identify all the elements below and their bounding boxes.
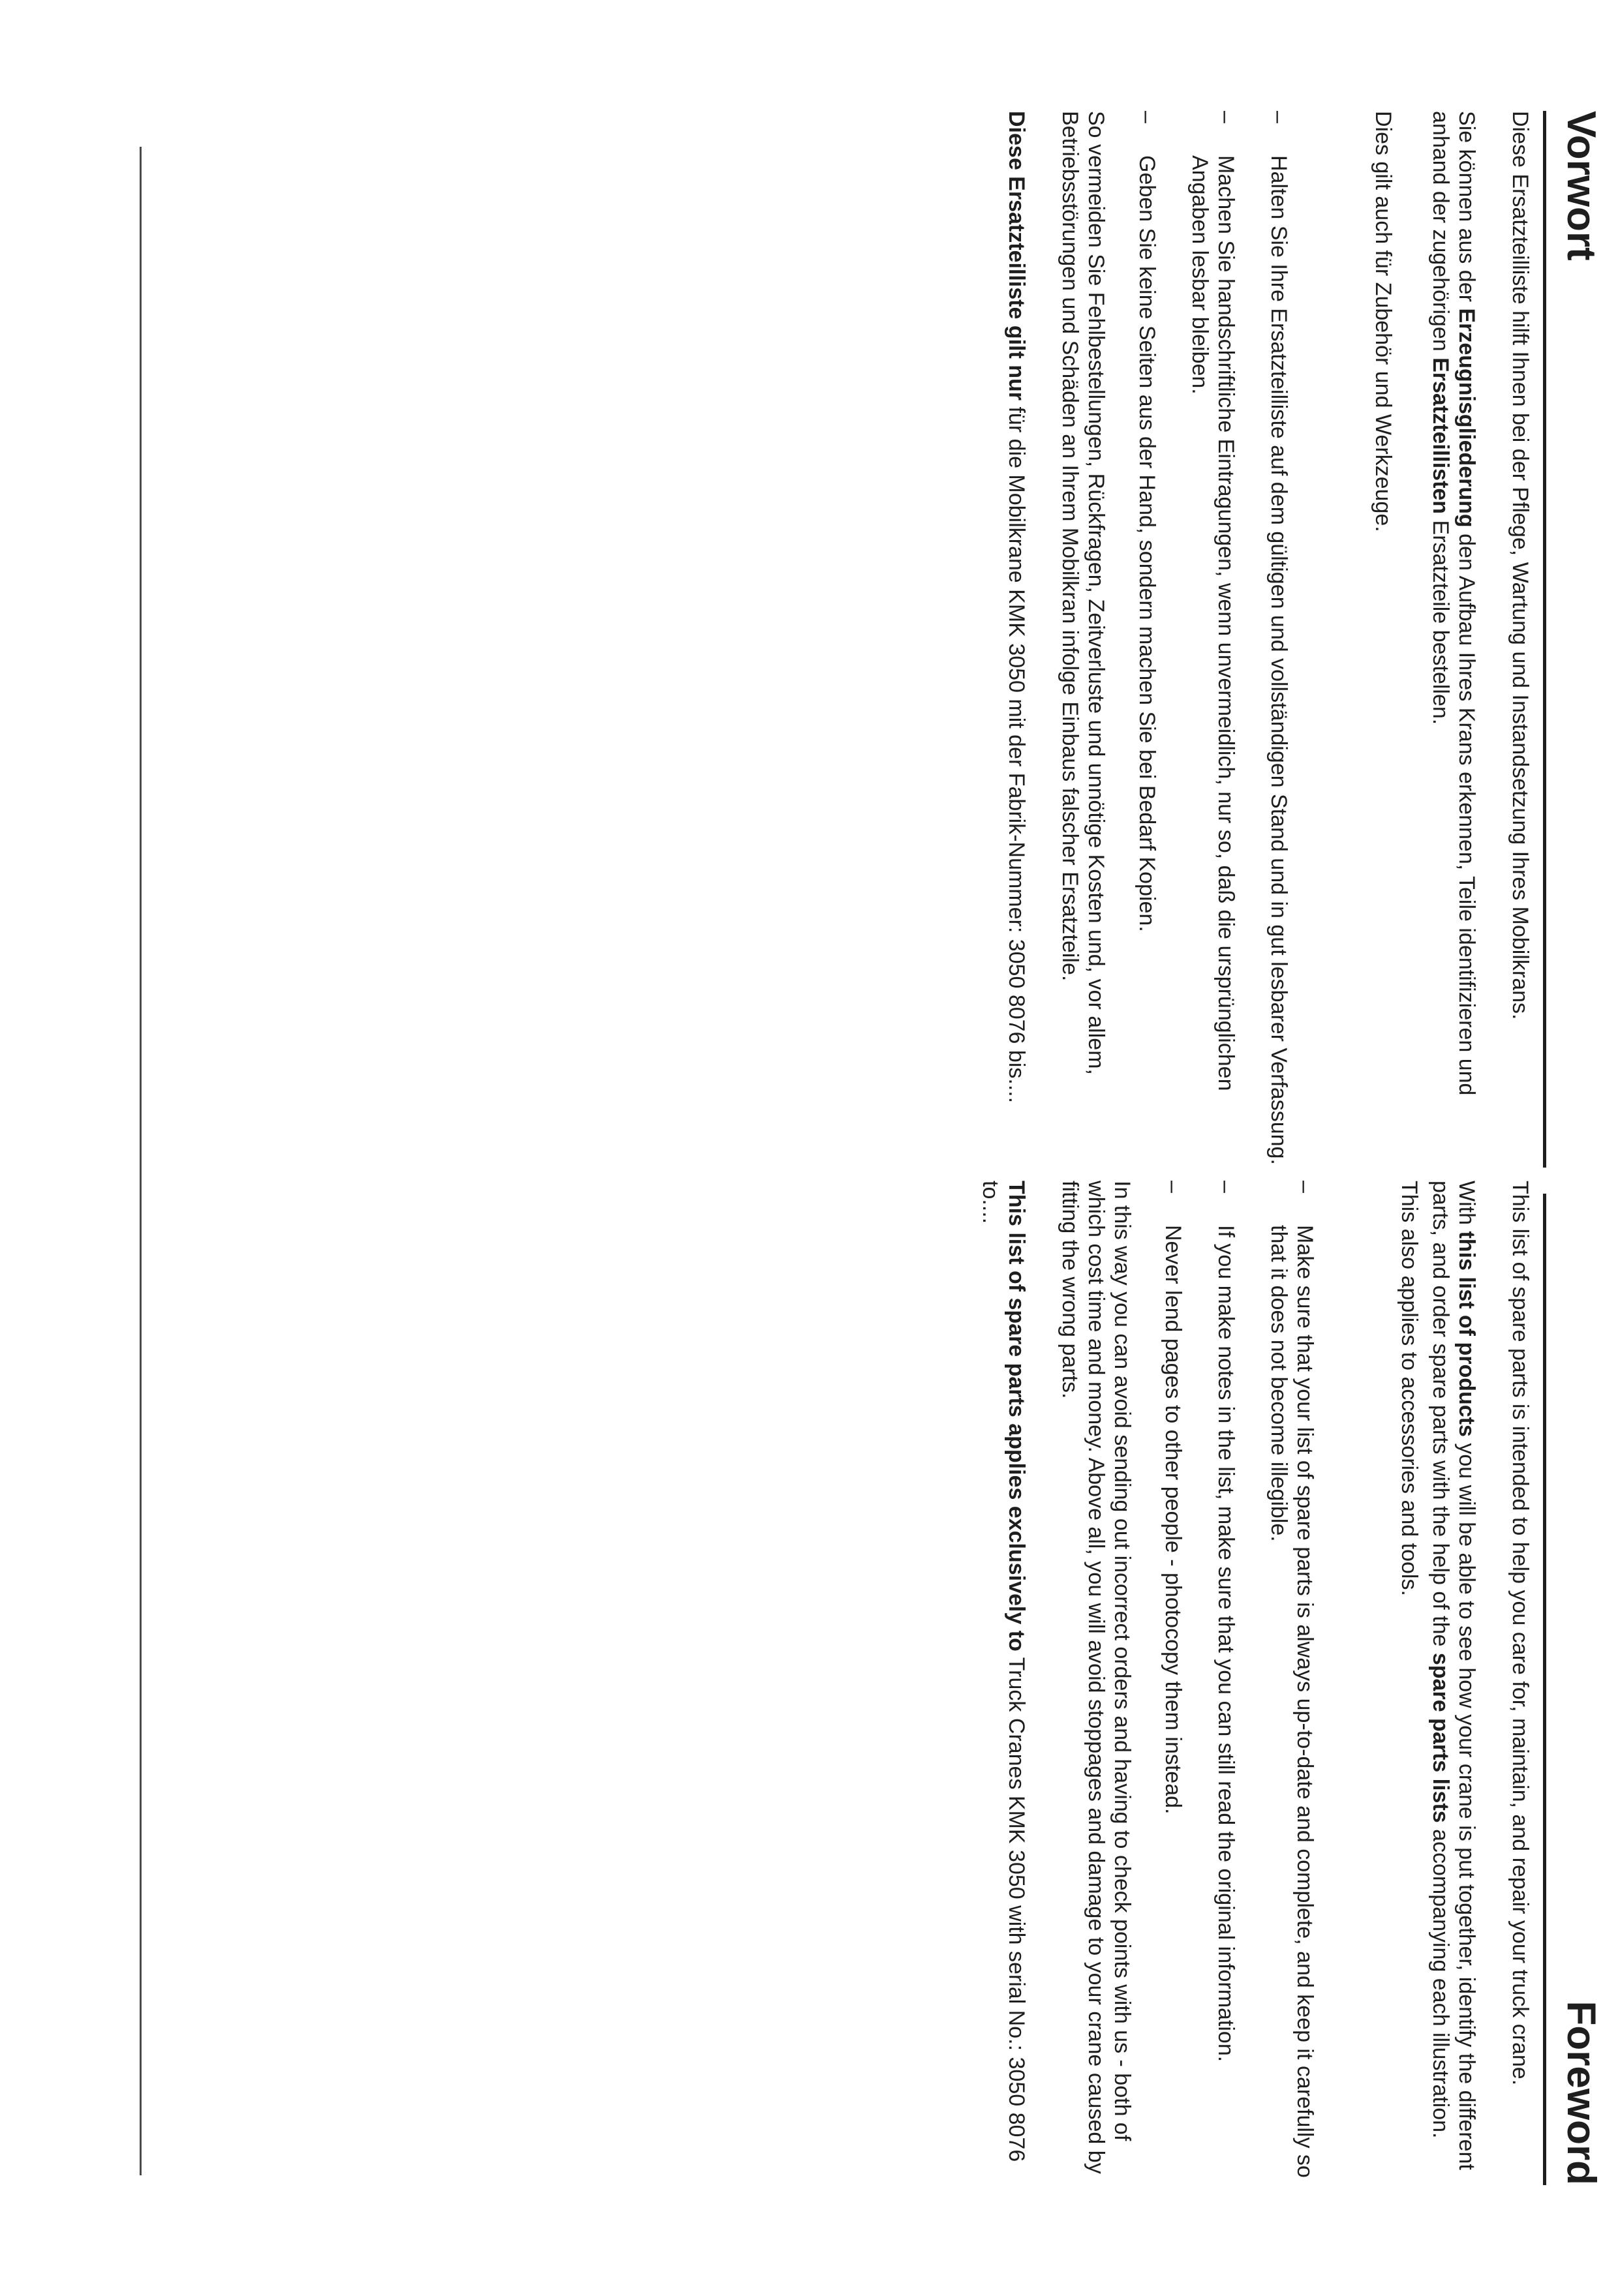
foreword-paragraph-structure: With this list of products you will be able to see how your crane is put together, identify the different parts, and order spare parts with the help of the spare parts lists accompanying each illustration. — [1428, 1181, 1479, 2170]
vorwort-paragraph-structure: Sie können aus der Erzeugnisgliederung den Aufbau Ihres Krans erkennen, Teile identifizieren und anhand der zugehörigen Ersatzteillisten Ersatzteile bestellen. — [1428, 111, 1479, 1096]
vorwort-term-ersatzteillisten: Ersatzteillisten — [1428, 357, 1453, 515]
vorwort-body — [1003, 111, 1533, 1168]
vorwort-title-rule — [1543, 111, 1546, 1168]
bullet-dash: – — [1214, 111, 1238, 123]
foreword-bullet-item: – If you make notes in the list, make sure that you can still read the original information. — [1214, 1181, 1238, 2062]
vorwort-section — [0, 111, 1618, 1168]
vorwort-paragraph-benefits: So vermeiden Sie Fehlbestellungen, Rückfragen, Zeitverluste und unnötige Kosten und, vor allem, Betriebsstörungen und Schäden an Ihrem Mobilkran infolge Einbaus falscher Ersatzteile. — [1058, 111, 1108, 1075]
vorwort-term-erzeugnisgliederung: Erzeugnisgliederung — [1454, 308, 1479, 528]
bullet-dash: – — [1214, 1181, 1238, 1193]
vorwort-title: Vorwort — [1559, 111, 1604, 261]
foreword-bullet-item: – Make sure that your list of spare parts is always up-to-date and complete, and keep it carefully so that it does not become illegible. — [1266, 1181, 1317, 2178]
bullet-dash: – — [1161, 1181, 1185, 1193]
foreword-bullet-item: – Never lend pages to other people - photocopy them instead. — [1161, 1181, 1185, 1815]
foreword-validity-note: This list of spare parts applies exclusively to Truck Cranes KMK 3050 with serial No.: 3050 8076 to.... — [978, 1181, 1029, 2162]
foreword-term-list-of-products: this list of products — [1454, 1231, 1479, 1437]
vorwort-bullet-item: – Machen Sie handschriftliche Eintragungen, wenn unvermeidlich, nur so, daß die ursprünglichen Angaben lesbar bleiben. — [1187, 111, 1238, 1091]
vorwort-intro: Diese Ersatzteilliste hilft Ihnen bei der Pflege, Wartung und Instandsetzung Ihres Mobilkrans. — [1508, 111, 1533, 1020]
vorwort-validity-note: Diese Ersatzteilliste gilt nur für die Mobilkrane KMK 3050 mit der Fabrik-Nummer: 3050 8076 bis.... — [1004, 111, 1029, 1104]
foreword-section — [0, 1181, 1618, 2185]
foreword-paragraph-benefits: In this way you can avoid sending out incorrect orders and having to check points with us - both of which cost time and money. Above all, you will avoid stoppages and damage to your crane caused by fitting the wrong parts. — [1058, 1181, 1135, 2174]
vorwort-paragraph-accessories: Dies gilt auch für Zubehör und Werkzeuge. — [1371, 111, 1396, 532]
foreword-body — [977, 1181, 1533, 2185]
foreword-title-rule — [1543, 1194, 1546, 2185]
foreword-paragraph-accessories: This also applies to accessories and tools. — [1397, 1181, 1422, 1596]
bullet-dash: – — [1135, 111, 1159, 123]
bottom-rule — [140, 147, 142, 2175]
vorwort-bullet-item: – Halten Sie Ihre Ersatzteilliste auf dem gültigen und vollständigen Stand und in gut lesbarer Verfassung. — [1266, 111, 1291, 1165]
foreword-title: Foreword — [1559, 2001, 1604, 2185]
foreword-intro: This list of spare parts is intended to help you care for, maintain, and repair your truck crane. — [1508, 1181, 1533, 2086]
foreword-term-spare-parts-lists: spare parts lists — [1428, 1652, 1453, 1823]
bullet-dash: – — [1292, 1181, 1317, 1193]
bullet-dash: – — [1266, 111, 1291, 123]
vorwort-bullet-item: – Geben Sie keine Seiten aus der Hand, sondern machen Sie bei Bedarf Kopien. — [1135, 111, 1159, 932]
